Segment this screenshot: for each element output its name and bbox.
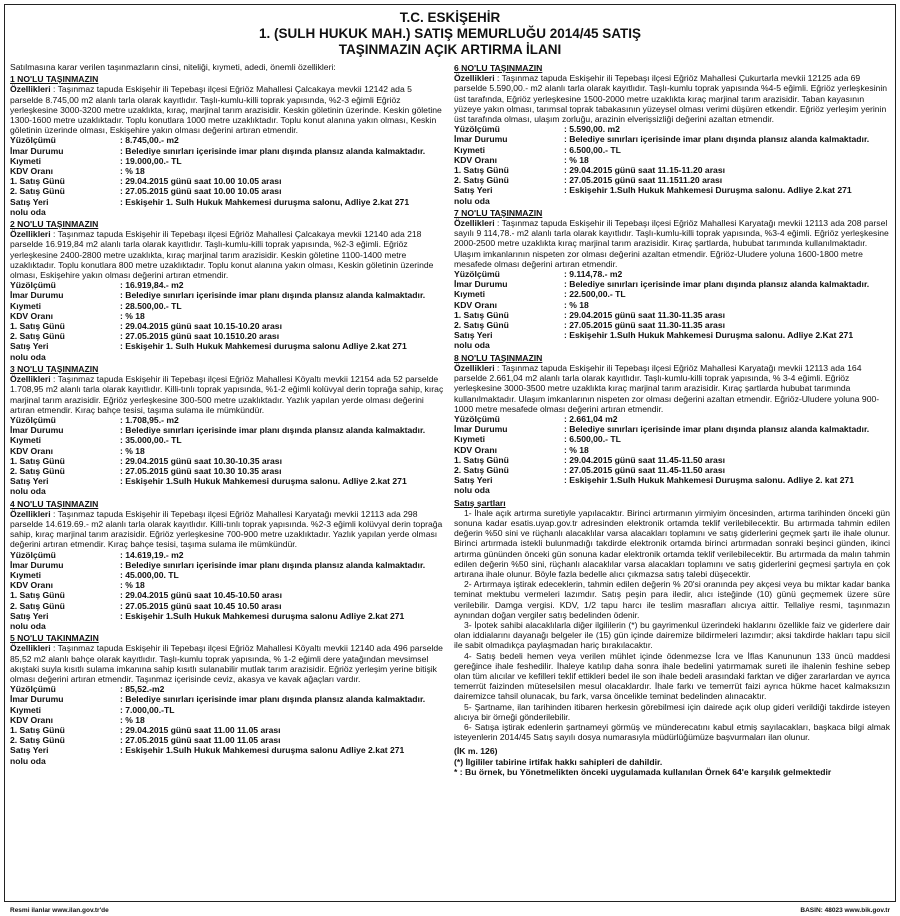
condition-paragraph: 5- Şartname, ilan tarihinden itibaren herkesin görebilmesi için dairede açık olup gideri verildiği takdirde isteyen alıcıya bir örneği gönderilebilir. xyxy=(454,701,890,722)
property-value-yer: : Eskişehir 1. Sulh Hukuk Mahkemesi duruşma salonu Adliye 2.kat 271 xyxy=(120,341,407,352)
property-value-kdv: : % 18 xyxy=(120,310,145,321)
property-title: 8 NO'LU TAŞINMAZIN xyxy=(454,352,543,363)
property-row-kiymeti xyxy=(454,145,890,155)
intro-text: Satılmasına karar verilen taşınmazların cinsi, niteliği, kıymeti, adedi, önemli özellikleri: xyxy=(10,62,336,72)
property-label-satis2: 2. Satış Günü xyxy=(454,464,509,475)
property-label-yuzolcumu: Yüzölçümü xyxy=(10,549,56,560)
property-value-yer: : Eskişehir 1.Sulh Hukuk Mahkemesi duruşma salonu Adliye 2.kat 271 xyxy=(120,610,405,621)
property-value-yuzolcumu: : 2.661,04 m2 xyxy=(564,413,618,424)
property-room: nolu oda xyxy=(454,195,490,206)
property-label-kiymeti: Kıymeti xyxy=(10,435,42,446)
property-label-kdv: KDV Oranı xyxy=(10,445,53,456)
property-value-yuzolcumu: : 5.590,00. m2 xyxy=(564,124,620,135)
condition-paragraph: 1- İhale açık artırma suretiyle yapılacaktır. Birinci artırmanın yirmiyim öncesinden, artırma tarihinden önceki gün sonuna kadar esatis.uyap.gov.tr adresinden elektronik ortamda teklif verilebilecektir. Bu artırmada tahmin edilen değerin %50 sini ve rüçhanlı alacaklılar varsa alacakları toplamını ve satış giderlerini geçmek şartı ile ihale olunur. Birinci artırmada istekli bulunmadığı takdirde elektronik ortamda birinci artırmadan sonraki beşinci günden, ikinci artırma gününden önceki gün sonuna kadar elektronik ortamda teklif verilebilecektir. Bu artırmada da malın tahmin edilen değerin %50 sini, rüçhanlı alacaklılar varsa alacakları toplamını ve satış giderlerini geçmesi şartıyla en çok artırana ihale olunur. Böyle fazla bedelle alıcı çıkmazsa satış talebi düşecektir. xyxy=(454,507,890,579)
property-label-kdv: KDV Oranı xyxy=(10,714,53,725)
property-label-satis1: 1. Satış Günü xyxy=(10,455,65,466)
property-row-yuzolcumu xyxy=(10,415,446,425)
property-desc-label: Özellikleri xyxy=(10,374,51,385)
property-label-kiymeti: Kıymeti xyxy=(10,300,42,311)
property-label-imar: İmar Durumu xyxy=(10,559,64,570)
property-value-kdv: : % 18 xyxy=(120,580,145,591)
property-row-kiymeti xyxy=(10,570,446,580)
property-label-yuzolcumu: Yüzölçümü xyxy=(10,684,56,695)
property-row-yer xyxy=(454,475,890,485)
sale-conditions xyxy=(454,498,890,777)
header-line-3: TAŞINMAZIN AÇIK ARTIRMA İLANI xyxy=(338,42,562,57)
property-value-satis1: : 29.04.2015 günü saat 10.00 10.05 arası xyxy=(120,176,282,187)
property-row-kiymeti xyxy=(10,435,446,445)
property-row-kdv xyxy=(10,166,446,176)
property-block xyxy=(10,364,446,497)
property-label-kiymeti: Kıymeti xyxy=(10,155,42,166)
property-label-kiymeti: Kıymeti xyxy=(454,289,486,300)
property-value-kdv: : % 18 xyxy=(564,154,589,165)
footer-right: BASIN: 48023 www.bik.gov.tr xyxy=(800,907,890,914)
property-label-yuzolcumu: Yüzölçümü xyxy=(10,414,56,425)
property-value-satis1: : 29.04.2015 günü saat 10.15-10.20 arası xyxy=(120,321,282,332)
property-block xyxy=(454,353,890,496)
property-description xyxy=(454,218,890,269)
property-row-yuzolcumu xyxy=(10,280,446,290)
property-row-yer xyxy=(454,330,890,340)
property-row-yuzolcumu xyxy=(454,269,890,279)
right-column xyxy=(454,62,890,779)
condition-paragraph: 3- İpotek sahibi alacaklılarla diğer ilgililerin (*) bu gayrimenkul üzerindeki haklarını özellikle faiz ve giderlere dair olan iddialarını dayanağı belgeler ile (15) gün içinde dairemize bildirmeleri lazımdır; aksi takdirde hakları tapu sicil ile sabit olmadıkça paylaşmadan hariç bırakılacaktır. xyxy=(454,619,890,651)
property-label-imar: İmar Durumu xyxy=(454,134,508,145)
property-value-satis1: : 29.04.2015 günü saat 10.30-10.35 arası xyxy=(120,455,282,466)
property-room: nolu oda xyxy=(10,486,46,497)
property-value-kdv: : % 18 xyxy=(120,166,145,177)
footer-left: Resmi ilanlar www.ilan.gov.tr'de xyxy=(10,907,109,914)
property-label-kdv: KDV Oranı xyxy=(10,166,53,177)
property-block xyxy=(454,63,890,206)
property-value-yer: : Eskişehir 1.Sulh Hukuk Mahkemesi Duruşma salonu. Adliye 2.Kat 271 xyxy=(564,330,854,341)
property-desc-text: : Taşınmaz tapuda Eskişehir ili Tepebaşı ilçesi Eğriöz Mahallesi Çukurtarla mevkii 12125 ada 69 parselde 5.590,00.- m2 alanlı tarla olarak kayıtlıdır. Taşlı-kumlu toprak yapısında %4-5 eğimli. Eğriöz yerleşkesinin üst tarafında, Eğriöz yerleşkesine 1500-2000 metre uzaklıkta kıraç marjinal tarım arazisidir. Taban kayasının yüzeye yakın olması, tarımsal toprak tabakasının yüzeysel olması verimi düşüren etkendir. Eğriöz yerleşim yerinin üst tarafında olması, ulaşım zorluğu, arazinin elverişsizliği değerini azaltan etmendir. xyxy=(454,73,888,125)
property-row-imar xyxy=(454,424,890,434)
property-value-yuzolcumu: : 1.708,95.- m2 xyxy=(120,414,179,425)
property-room: nolu oda xyxy=(454,485,490,496)
property-value-kdv: : % 18 xyxy=(120,714,145,725)
property-room: nolu oda xyxy=(10,620,46,631)
property-row-yer xyxy=(10,745,446,755)
property-label-kiymeti: Kıymeti xyxy=(454,144,486,155)
condition-paragraph: 4- Satış bedeli hemen veya verilen mühlet içinde ödenmezse İcra ve İflas Kanununun 133 üncü maddesi gereğince ihale feshedilir. İhaleye katılıp daha sonra ihale bedelini yatırmamak sureti ile ihalenin feshine sebep olan tüm alıcılar ve kefilleri teklif ettikleri bedel ile son ihale bedeli arasındaki farktan ve diğer zararlardan ve ayrıca temerrüt faizinden müteselsilen mesul olacaklardır. İhale farkı ve temerrüt faizi ayrıca hükme hacet kalmaksızın dairemizce tahsil olunacak, bu fark, varsa öncelikle teminat bedelinden alınacaktır. xyxy=(454,650,890,702)
property-value-imar: : Belediye sınırları içerisinde imar planı dışında plansız alanda kalmaktadır. xyxy=(564,279,870,290)
property-value-yuzolcumu: : 9.114,78.- m2 xyxy=(564,269,623,280)
property-row-kdv xyxy=(454,300,890,310)
property-value-imar: : Belediye sınırları içerisinde imar planı dışında plansız alanda kalmaktadır. xyxy=(120,694,426,705)
property-label-kiymeti: Kıymeti xyxy=(10,569,42,580)
property-value-imar: : Belediye sınırları içerisinde imar planı dışında plansız alanda kalmaktadır. xyxy=(120,559,426,570)
property-label-imar: İmar Durumu xyxy=(10,694,64,705)
property-label-yuzolcumu: Yüzölçümü xyxy=(10,135,56,146)
property-value-imar: : Belediye sınırları içerisinde imar planı dışında plansız alanda kalmaktadır. xyxy=(564,424,870,435)
property-value-imar: : Belediye sınırları içerisinde imar planı dışında plansız alanda kalmaktadır. xyxy=(120,145,426,156)
property-label-satis2: 2. Satış Günü xyxy=(10,735,65,746)
property-row-satis2 xyxy=(10,735,446,745)
property-label-imar: İmar Durumu xyxy=(10,425,64,436)
property-description xyxy=(10,643,446,684)
property-row-satis2 xyxy=(454,465,890,475)
property-value-imar: : Belediye sınırları içerisinde imar planı dışında plansız alanda kalmaktadır. xyxy=(564,134,870,145)
property-row-satis1 xyxy=(454,165,890,175)
property-value-satis2: : 27.05.2015 günü saat 11.00 11.05 arası xyxy=(120,735,281,746)
conditions-title: Satış şartları xyxy=(454,497,506,508)
property-row-imar xyxy=(454,279,890,289)
property-row-kiymeti xyxy=(454,434,890,444)
property-row-yer xyxy=(10,197,446,207)
property-value-yer: : Eskişehir 1.Sulh Hukuk Mahkemesi duruşma salonu Adliye 2.kat 271 xyxy=(120,745,405,756)
property-room: nolu oda xyxy=(10,755,46,766)
property-label-kdv: KDV Oranı xyxy=(10,580,53,591)
property-desc-label: Özellikleri xyxy=(454,218,495,229)
property-row-satis1 xyxy=(454,310,890,320)
property-label-satis1: 1. Satış Günü xyxy=(10,321,65,332)
property-title: 2 NO'LU TAŞINMAZIN xyxy=(10,219,99,230)
property-row-satis1 xyxy=(454,455,890,465)
property-row-yuzolcumu xyxy=(10,684,446,694)
condition-paragraph: 6- Satışa iştirak edenlerin şartnameyi görmüş ve münderecatını kabul etmiş sayılacakları, başkaca bilgi almak isteyenlerin 2014/45 Satış sayılı dosya numarasıyla müdürlüğümüze başvurmaları ilan olunur. xyxy=(454,722,890,743)
property-row-satis2 xyxy=(454,320,890,330)
property-value-yuzolcumu: : 14.619,19.- m2 xyxy=(120,549,184,560)
property-value-kdv: : % 18 xyxy=(564,299,589,310)
property-value-satis2: : 27.05.2015 günü saat 11.45-11.50 arası xyxy=(564,464,726,475)
property-block xyxy=(454,208,890,351)
property-row-yuzolcumu xyxy=(454,414,890,424)
property-label-kiymeti: Kıymeti xyxy=(454,434,486,445)
property-value-kdv: : % 18 xyxy=(564,444,589,455)
property-label-satis1: 1. Satış Günü xyxy=(10,725,65,735)
property-row-kdv xyxy=(10,446,446,456)
property-row-yer xyxy=(10,476,446,486)
condition-paragraph: 2- Artırmaya iştirak edeceklerin, tahmin edilen değerin % 20'si oranında pey akçesi veya bu miktar kadar banka teminat mektubu vermeleri lazımdır. Satış peşin para iledir, alıcı isteğinde (10) günü geçmemek üzere süre verilebilir. Damga vergisi. KDV, 1/2 tapu harcı ile teslim masrafları alıcıya aittir. Tellaliye resmi, taşınmazın aynından doğan vergiler satış bedelinden ödenir. xyxy=(454,579,890,620)
property-label-satis1: 1. Satış Günü xyxy=(10,590,65,601)
property-label-yer: Satış Yeri xyxy=(454,475,493,486)
property-label-satis2: 2. Satış Günü xyxy=(10,465,65,476)
property-value-yer: : Eskişehir 1. Sulh Hukuk Mahkemesi duruşma salonu, Adliye 2.kat 271 xyxy=(120,196,410,207)
property-value-kiymeti: : 6.500,00.- TL xyxy=(564,434,621,445)
property-row-imar xyxy=(10,146,446,156)
property-row-imar xyxy=(10,694,446,704)
property-label-satis2: 2. Satış Günü xyxy=(10,600,65,611)
property-description xyxy=(10,509,446,550)
property-desc-text: : Taşınmaz tapuda Eskişehir ili Tepebaşı ilçesi Eğriöz Mahallesi Karyatağı mevkii 12113 ada 298 parselde 14.619.69.- m2 alanlı tarla olarak kayıtlıdır. Killi-tınlı toprak yapısında. %2-3 eğimli kolüvyal derin toprağa sahip, kıraç marjinal tarım arazisidir. Eğriöz yerleşkesine 700-900 metre uzaklıktadır. Yazlık yapılan yerde olması değerini artıran etmendir. Kıraç bahçe tesisi, taşıma sulama ile mümkündür. xyxy=(10,508,443,550)
property-row-kdv xyxy=(10,715,446,725)
property-room: nolu oda xyxy=(454,340,490,351)
property-row-satis1 xyxy=(10,456,446,466)
property-label-imar: İmar Durumu xyxy=(10,290,64,301)
property-room: nolu oda xyxy=(10,351,46,362)
property-value-satis2: : 27.05.2015 günü saat 11.1511.20 arası xyxy=(564,175,723,186)
property-row-kiymeti xyxy=(10,156,446,166)
property-label-yuzolcumu: Yüzölçümü xyxy=(10,280,56,291)
property-title: 3 NO'LU TAŞINMAZIN xyxy=(10,363,99,374)
property-value-kdv: : % 18 xyxy=(120,445,145,456)
property-value-satis1: : 29.04.2015 günü saat 11.00 11.05 arası xyxy=(120,725,281,735)
property-value-satis2: : 27.05.2015 günü saat 10.00 10.05 arası xyxy=(120,186,282,197)
property-row-yuzolcumu xyxy=(10,135,446,145)
property-value-kiymeti: : 45.000,00. TL xyxy=(120,569,179,580)
property-label-yer: Satış Yeri xyxy=(10,341,49,352)
property-value-satis2: : 27.05.2015 günü saat 11.30-11.35 arası xyxy=(564,320,726,331)
property-room: nolu oda xyxy=(10,206,46,217)
property-label-yuzolcumu: Yüzölçümü xyxy=(454,124,500,135)
property-title: 4 NO'LU TAŞINMAZIN xyxy=(10,498,99,509)
property-row-kdv xyxy=(10,311,446,321)
property-block xyxy=(10,219,446,362)
property-value-yer: : Eskişehir 1.Sulh Hukuk Mahkemesi duruşma salonu. Adliye 2.kat 271 xyxy=(120,476,407,487)
property-row-kdv xyxy=(10,580,446,590)
property-row-yer xyxy=(454,185,890,195)
property-value-kiymeti: : 22.500,00.- TL xyxy=(564,289,626,300)
property-label-kdv: KDV Oranı xyxy=(454,154,497,165)
property-row-kdv xyxy=(454,155,890,165)
header-line-1: T.C. ESKİŞEHİR xyxy=(399,10,501,25)
property-value-kiymeti: : 6.500,00.- TL xyxy=(564,144,621,155)
property-title: 7 NO'LU TAŞINMAZIN xyxy=(454,207,543,218)
property-label-satis2: 2. Satış Günü xyxy=(454,175,509,186)
property-block xyxy=(10,499,446,632)
property-title: 6 NO'LU TAŞINMAZIN xyxy=(454,63,543,73)
property-row-yuzolcumu xyxy=(454,124,890,134)
header-line-2: 1. (SULH HUKUK MAH.) SATIŞ MEMURLUĞU 2014/45 SATIŞ xyxy=(258,26,642,41)
property-title: 5 NO'LU TAKINMAZIN xyxy=(10,633,99,644)
left-column xyxy=(10,62,446,779)
property-label-imar: İmar Durumu xyxy=(10,145,64,156)
property-row-satis1 xyxy=(10,725,446,735)
note-stakeholders: (*) İlgililer tabirine irtifak hakkı sahipleri de dahildir. xyxy=(454,756,663,767)
property-value-satis1: : 29.04.2015 günü saat 10.45-10.50 arası xyxy=(120,590,282,601)
property-desc-label: Özellikleri xyxy=(10,508,51,519)
property-desc-text: : Taşınmaz tapuda Eskişehir ili Tepebaşı ilçesi Eğriöz Mahallesi Çalcakaya mevkii 12142 ada 5 parselde 8.745,00 m2 alanlı tarla olarak kayıtlıdır. Taşlı-kumlu-killi toprak yapısında, %2-3 eğimli Eğriöz yerleşkesine 3000-3200 metre uzaklıkta, kıraç, marjinal tarım arazisidir. Keskin göletinin üzerinde. Keskin göletine 1300-1600 metre uzaklıktadır. Toplu konutlara 1000 metre uzaklıktadır. Toplu konut alanına yakın olması, Keskin göletinin üzerinde olması, Eskişehire yakın olması değerini artıran etmendir. xyxy=(10,84,442,136)
property-label-yer: Satış Yeri xyxy=(10,196,49,207)
property-value-imar: : Belediye sınırları içerisinde imar planı dışında plansız alanda kalmaktadır. xyxy=(120,425,426,436)
property-desc-text: : Taşınmaz tapuda Eskişehir ili Tepebaşı ilçesi Eğriöz Mahallesi Köyaltı mevkii 12154 ada 52 parselde 1.708,95 m2 alanlı tarla olarak kayıtlıdır. Killi-tınlı toprak yapısında, %1-2 eğimli kolüvyal derin toprağa sahip, kıraç marjinal tarım arazisidir. Eğriöz yerleşkesine 300-500 metre uzaklıktadır. Yazlık yapılan yerde olması değerini artıran etmendir. Kıraç bahçe tesisi, taşıma sulama ile mümkündür. xyxy=(10,374,444,415)
property-value-yer: : Eskişehir 1.Sulh Hukuk Mahkemesi Duruşma salonu. Adliye 2. kat 271 xyxy=(564,475,855,486)
property-row-satis1 xyxy=(10,590,446,600)
property-label-satis1: 1. Satış Günü xyxy=(454,454,509,465)
property-desc-label: Özellikleri xyxy=(454,73,495,84)
property-value-kiymeti: : 19.000,00.- TL xyxy=(120,155,182,166)
property-row-satis1 xyxy=(10,176,446,186)
property-row-kiymeti xyxy=(10,705,446,715)
property-row-imar xyxy=(10,290,446,300)
property-row-kiymeti xyxy=(454,289,890,299)
property-block xyxy=(10,74,446,217)
property-row-satis2 xyxy=(10,331,446,341)
notice-columns xyxy=(10,62,890,779)
property-value-satis1: : 29.04.2015 günü saat 11.45-11.50 arası xyxy=(564,454,726,465)
property-row-imar xyxy=(10,425,446,435)
property-description xyxy=(10,374,446,415)
property-label-satis2: 2. Satış Günü xyxy=(10,331,65,342)
property-row-satis2 xyxy=(10,601,446,611)
property-value-yuzolcumu: : 85,52.-m2 xyxy=(120,684,165,695)
property-label-satis1: 1. Satış Günü xyxy=(454,165,509,176)
property-desc-text: : Taşınmaz tapuda Eskişehir ili Tepebaşı ilçesi Eğriöz Mahallesi Köyaltı mevkii 12140 ada 496 parselde 85,52 m2 alanlı bahçe olarak kayıtlıdır. Taşlı-kumlu toprak yapısında, % 1-2 eğimli dere yatağından mevsimsel akıştaki suyla kısıtlı sulama imkanına sahip kısıtlı sulanabilir mutlak tarım arazisidir. Eğriöz yerleşim yerine bitişik olması değerini artıran etmendir. Taşınmaz içerisinde ceviz, akasya ve kavak ağaçları vardır. xyxy=(10,643,443,684)
property-value-imar: : Belediye sınırları içerisinde imar planı dışında plansız alanda kalmaktadır. xyxy=(120,290,426,301)
property-row-satis2 xyxy=(10,466,446,476)
property-label-kdv: KDV Oranı xyxy=(454,299,497,310)
property-title: 1 NO'LU TAŞINMAZIN xyxy=(10,74,99,85)
property-row-satis2 xyxy=(454,175,890,185)
property-desc-label: Özellikleri xyxy=(454,362,495,373)
property-label-yer: Satış Yeri xyxy=(454,185,493,196)
property-description xyxy=(10,84,446,135)
property-value-satis2: : 27.05.2015 günü saat 10.1510.20 arası xyxy=(120,331,280,342)
property-label-yer: Satış Yeri xyxy=(10,476,49,487)
property-value-satis2: : 27.05.2015 günü saat 10.30 10.35 arası xyxy=(120,465,282,476)
note-example-form: * : Bu örnek, bu Yönetmelikten önceki uygulamada kullanılan Örnek 64'e karşılık gelmektedir xyxy=(454,766,832,777)
property-description xyxy=(10,229,446,280)
property-label-satis1: 1. Satış Günü xyxy=(454,309,509,320)
property-block xyxy=(10,633,446,766)
property-value-satis2: : 27.05.2015 günü saat 10.45 10.50 arası xyxy=(120,600,282,611)
property-label-imar: İmar Durumu xyxy=(454,424,508,435)
property-label-yer: Satış Yeri xyxy=(10,610,49,621)
property-label-kiymeti: Kıymeti xyxy=(10,704,42,715)
property-value-kiymeti: : 35.000,00.- TL xyxy=(120,435,182,446)
property-description xyxy=(454,73,890,124)
property-value-satis1: : 29.04.2015 günü saat 11.30-11.35 arası xyxy=(564,309,726,320)
property-row-kiymeti xyxy=(10,301,446,311)
property-label-satis1: 1. Satış Günü xyxy=(10,176,65,187)
property-value-kiymeti: : 7.000,00.-TL xyxy=(120,704,175,715)
property-label-kdv: KDV Oranı xyxy=(10,310,53,321)
property-row-imar xyxy=(454,134,890,144)
property-description xyxy=(454,363,890,414)
property-value-yuzolcumu: : 16.919,84.- m2 xyxy=(120,280,184,291)
page-footer xyxy=(10,907,890,914)
property-label-satis2: 2. Satış Günü xyxy=(10,186,65,197)
property-label-yuzolcumu: Yüzölçümü xyxy=(454,269,500,280)
property-label-yer: Satış Yeri xyxy=(10,745,49,756)
property-desc-label: Özellikleri xyxy=(10,229,51,240)
property-label-imar: İmar Durumu xyxy=(454,279,508,290)
property-desc-label: Özellikleri xyxy=(10,643,51,654)
property-value-yer: : Eskişehir 1.Sulh Hukuk Mahkemesi Duruşma salonu. Adliye 2.kat 271 xyxy=(564,185,852,196)
property-label-yer: Satış Yeri xyxy=(454,330,493,341)
property-label-yuzolcumu: Yüzölçümü xyxy=(454,413,500,424)
property-desc-text: : Taşınmaz tapuda Eskişehir ili Tepebaşı ilçesi Eğriöz Mahallesi Karyatağı mevkii 12113 ada 208 parsel sayılı 9 114,78.- m2 alanlı tarla olarak kayıtlıdır. Taşlı-kumlu-killi toprak yapısında, %3-4 eğimli. Eğriöz yerleşkesine 2000-2500 metre uzaklıkta kıraç marjinal tarım arazisidir. Kıraç şartlarda, hububat tarımında kullanılmaktadır. Ulaşım imkanlarının nispeten zor olması değerini azaltan etmendir. Eğriöz-Uludere yoluna 1600-1800 metre mesafede olması değerini artıran etmendir. xyxy=(454,218,889,269)
property-row-satis2 xyxy=(10,186,446,196)
property-value-yuzolcumu: : 8.745,00.- m2 xyxy=(120,135,179,146)
property-row-yer xyxy=(10,611,446,621)
property-desc-text: : Taşınmaz tapuda Eskişehir ili Tepebaşı ilçesi Eğriöz Mahallesi Karyatağı mevkii 12113 ada 164 parselde 2.661,04 m2 alanlı tarla olarak kayıtlıdır. Taşlı-kumlu-killi toprak yapısında, % 3-4 eğimli. Eğriöz yerleşkesine 3000-3500 metre uzaklıkta kıraç marjinal tarım arazisidir. Kıraç şartlarda hububat tarımında kullanılmaktadır. Ulaşım imkanlarının nispeten zor olması değerini azaltan etmendir. Eğriöz-Uludere yoluna 900-1000 metre mesafede olması değerini artıran etmendir. xyxy=(454,362,880,414)
property-value-satis1: : 29.04.2015 günü saat 11.15-11.20 arası xyxy=(564,165,726,176)
property-row-kdv xyxy=(454,445,890,455)
property-label-satis2: 2. Satış Günü xyxy=(454,320,509,331)
property-desc-label: Özellikleri xyxy=(10,84,51,95)
property-value-kiymeti: : 28.500,00.- TL xyxy=(120,300,182,311)
ik-reference: (İK m. 126) xyxy=(454,746,498,757)
property-desc-text: : Taşınmaz tapuda Eskişehir ili Tepebaşı ilçesi Eğriöz Mahallesi Çalcakaya mevkii 12140 ada 218 parselde 16.919,84 m2 alanlı tarla olarak kayıtlıdır. Taşlı-kumlu-killi toprak yapısında, %2-3 eğimli. Eğriöz yerleşkesine 2400-2800 metre uzaklıkta, kıraç marjinal tarım arazisidir. Keskin göletine 1100-1400 metre uzaklıktadır. Toplu konutlara 800 metre uzaklıktadır. Toplu konut alanına yakın olması, Keskin göletinin üzerinde olması, Eskişehire yakın olması değerini artıran etmendir. xyxy=(10,229,434,281)
property-row-satis1 xyxy=(10,321,446,331)
property-row-yuzolcumu xyxy=(10,550,446,560)
property-row-imar xyxy=(10,560,446,570)
property-label-kdv: KDV Oranı xyxy=(454,444,497,455)
property-row-yer xyxy=(10,341,446,351)
